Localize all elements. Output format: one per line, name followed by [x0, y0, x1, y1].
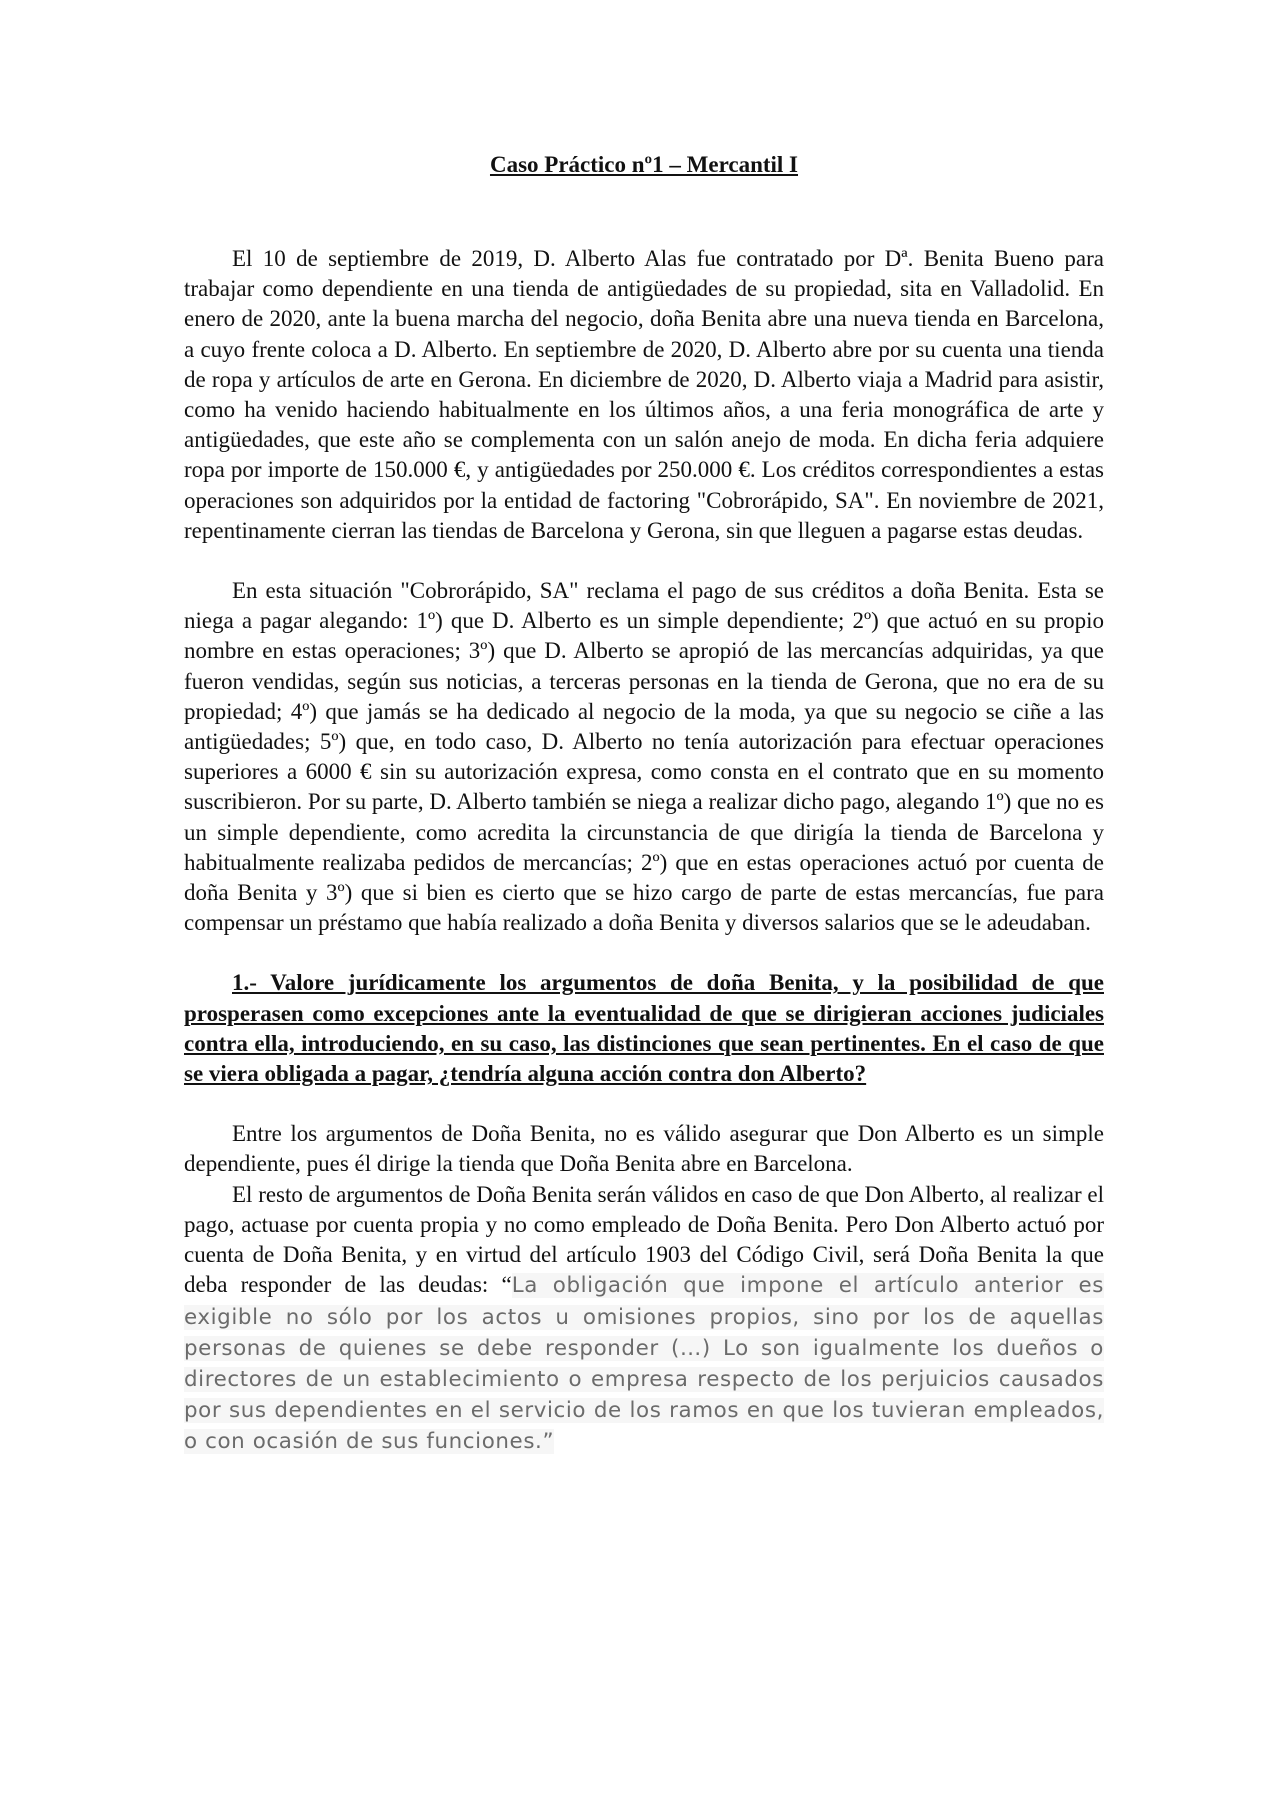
paragraph-arguments: En esta situación "Cobrorápido, SA" reclama el pago de sus créditos a doña Benita. Esta se niega a pagar alegando: 1º) que D. Alberto es un simple dependiente; 2º) que actuó en su propio nombre en estas operaciones; 3º) que D. Alberto se apropió de las mercancías adquiridas, ya que fueron vendidas, según sus noticias, a terceras personas en la tienda de Gerona, que no era de su propiedad; 4º) que jamás se ha dedicado al negocio de la moda, ya que su negocio se ciñe a las antigüedades; 5º) que, en todo caso, D. Alberto no tenía autorización para efectuar operaciones superiores a 6000 € sin su autorización expresa, como consta en el contrato que en su momento suscribieron. Por su parte, D. Alberto también se niega a realizar dicho pago, alegando 1º) que no es un simple dependiente, como acredita la circunstancia de que dirigía la tienda de Barcelona y habitualmente realizaba pedidos de mercancías; 2º) que en estas operaciones actuó por cuenta de doña Benita y 3º) que si bien es cierto que se hizo cargo de parte de estas mercancías, fue para compensar un préstamo que había realizado a doña Benita y diversos salarios que se le adeudaban. — [184, 578, 1104, 936]
question-heading: 1.- Valore jurídicamente los argumentos de doña Benita, y la posibilidad de que prosperasen como excepciones ante la eventualidad de que se dirigieran acciones judiciales contra ella, introduciendo, en su caso, las distinciones que sean pertinentes. En el caso de que se viera obligada a pagar, ¿tendría alguna acción contra don Alberto? — [184, 970, 1104, 1087]
paragraph-answer-1: Entre los argumentos de Doña Benita, no es válido asegurar que Don Alberto es un simple dependiente, pues él dirige la tienda que Doña Benita abre en Barcelona. — [184, 1121, 1104, 1177]
legal-quote: La obligación que impone el artículo anterior es exigible no sólo por los actos u omisiones propios, sino por los de aquellas personas de quienes se debe responder (…) Lo son igualmente los dueños o directores de un establecimiento o empresa respecto de los perjuicios causados por sus dependientes en el servicio de los ramos en que los tuvieran empleados, o con ocasión de sus funciones.” — [184, 1273, 1104, 1455]
paragraph-answer-2 — [184, 1180, 1104, 1458]
paragraph-case-facts: El 10 de septiembre de 2019, D. Alberto Alas fue contratado por Dª. Benita Bueno para trabajar como dependiente en una tienda de antigüedades de su propiedad, sita en Valladolid. En enero de 2020, ante la buena marcha del negocio, doña Benita abre una nueva tienda en Barcelona, a cuyo frente coloca a D. Alberto. En septiembre de 2020, D. Alberto abre por su cuenta una tienda de ropa y artículos de arte en Gerona. En diciembre de 2020, D. Alberto viaja a Madrid para asistir, como ha venido haciendo habitualmente en los últimos años, a una feria monográfica de arte y antigüedades, que este año se complementa con un salón anejo de moda. En dicha feria adquiere ropa por importe de 150.000 €, y antigüedades por 250.000 €. Los créditos correspondientes a estas operaciones son adquiridos por la entidad de factoring "Cobrorápido, SA". En noviembre de 2021, repentinamente cierran las tiendas de Barcelona y Gerona, sin que lleguen a pagarse estas deudas. — [184, 246, 1104, 543]
document-title: Caso Práctico nº1 – Mercantil I — [489, 152, 799, 177]
answer-2-text: El resto de argumentos de Doña Benita serán válidos en caso de que Don Alberto, al realizar el pago, actuase por cuenta propia y no como empleado de Doña Benita. Pero Don Alberto actuó por cuenta de Doña Benita, y en virtud del artículo 1903 del Código Civil, será Doña Benita la que deba responder de las deudas: “ — [184, 1181, 1105, 1298]
document-body — [184, 150, 1104, 1458]
